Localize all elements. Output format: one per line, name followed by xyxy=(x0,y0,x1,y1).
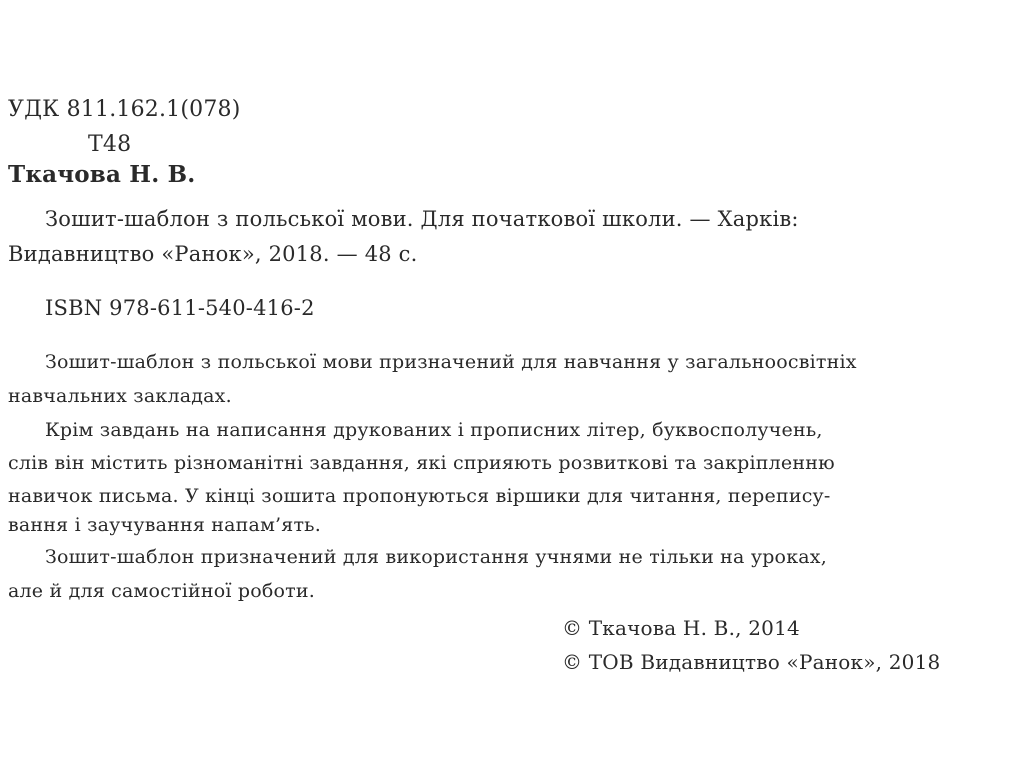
isbn: ISBN 978-611-540-416-2 xyxy=(45,296,315,320)
author-mark: Т48 xyxy=(88,132,132,157)
annotation-p2-line1: Крім завдань на написання друкованих і прописних літер, буквосполучень, xyxy=(45,419,823,441)
annotation-p2-line3: навичок письма. У кінці зошита пропонуються віршики для читання, перепису- xyxy=(8,485,831,507)
annotation-p1-line2: навчальних закладах. xyxy=(8,385,232,407)
udk-code: УДК 811.162.1(078) xyxy=(8,97,241,122)
author-name: Ткачова Н. В. xyxy=(8,161,196,188)
annotation-p3-line2: але й для самостійної роботи. xyxy=(8,580,315,602)
annotation-p3-line1: Зошит-шаблон призначений для використання учнями не тільки на уроках, xyxy=(45,546,827,568)
annotation-p2-line4: вання і заучування напам’ять. xyxy=(8,514,321,536)
citation-line-2: Видавництво «Ранок», 2018. — 48 с. xyxy=(8,242,418,266)
copyright-author: © Ткачова Н. В., 2014 xyxy=(562,616,800,640)
annotation-p2-line2: слів він містить різноманітні завдання, які сприяють розвиткові та закріпленню xyxy=(8,452,835,474)
citation-text-1: Зошит-шаблон з польської мови. Для початкової школи. — Харків: xyxy=(45,207,799,231)
citation-line-1 xyxy=(45,209,994,230)
copyright-publisher: © ТОВ Видавництво «Ранок», 2018 xyxy=(562,650,941,674)
annotation-p1-line1: Зошит-шаблон з польської мови призначений для навчання у загальноосвітніх xyxy=(45,351,857,373)
